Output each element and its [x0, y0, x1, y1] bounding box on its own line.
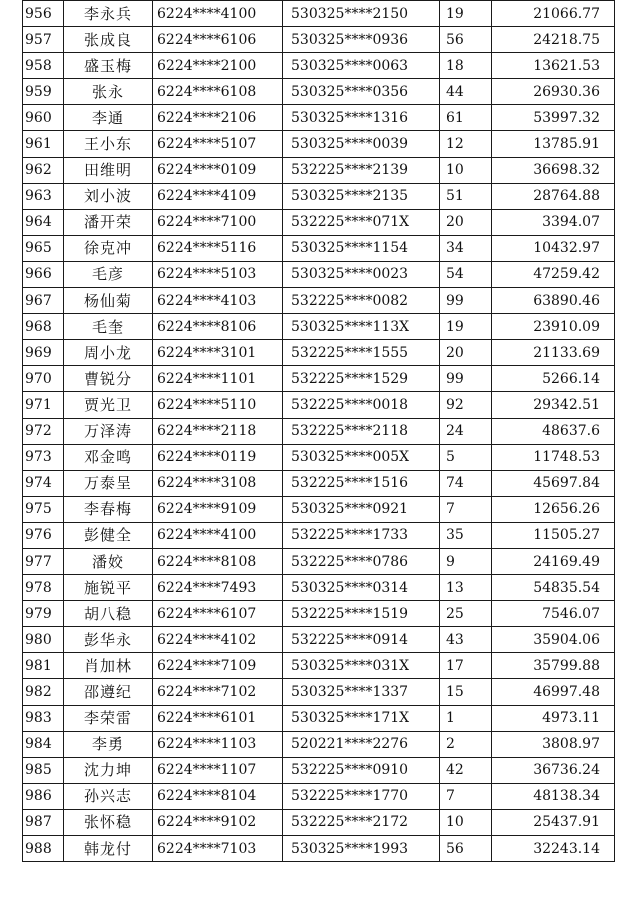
amount-cell: 48138.34: [492, 783, 615, 809]
id-number-cell: 530325****005X: [283, 444, 440, 470]
count-cell: 92: [440, 392, 492, 418]
id-number-cell: 520221****2276: [283, 731, 440, 757]
bank-card-cell: 6224****7100: [153, 209, 283, 235]
id-number-cell: 532225****2139: [283, 157, 440, 183]
bank-card-cell: 6224****2106: [153, 105, 283, 131]
row-number: 981: [23, 653, 64, 679]
id-number-cell: 530325****0039: [283, 131, 440, 157]
amount-cell: 45697.84: [492, 470, 615, 496]
table-row: [23, 105, 615, 131]
amount-cell: 35904.06: [492, 627, 615, 653]
amount-cell: 21133.69: [492, 340, 615, 366]
amount-cell: 26930.36: [492, 79, 615, 105]
table-row: [23, 209, 615, 235]
amount-cell: 3808.97: [492, 731, 615, 757]
bank-card-cell: 6224****8104: [153, 783, 283, 809]
table-row: [23, 836, 615, 862]
row-number: 968: [23, 314, 64, 340]
id-number-cell: 532225****1733: [283, 522, 440, 548]
count-cell: 10: [440, 157, 492, 183]
bank-card-cell: 6224****6101: [153, 705, 283, 731]
id-number-cell: 530325****2150: [283, 1, 440, 27]
bank-card-cell: 6224****5116: [153, 235, 283, 261]
row-number: 977: [23, 548, 64, 574]
table-row: [23, 470, 615, 496]
bank-card-cell: 6224****8108: [153, 548, 283, 574]
count-cell: 99: [440, 288, 492, 314]
row-number: 966: [23, 261, 64, 287]
name-cell: 张成良: [64, 27, 153, 53]
id-number-cell: 530325****0063: [283, 53, 440, 79]
count-cell: 20: [440, 340, 492, 366]
table-row: [23, 653, 615, 679]
table-row: [23, 496, 615, 522]
id-number-cell: 532225****1529: [283, 366, 440, 392]
row-number: 957: [23, 27, 64, 53]
amount-cell: 3394.07: [492, 209, 615, 235]
id-number-cell: 530325****0936: [283, 27, 440, 53]
amount-cell: 29342.51: [492, 392, 615, 418]
count-cell: 61: [440, 105, 492, 131]
table-row: [23, 392, 615, 418]
table-row: [23, 131, 615, 157]
table-row: [23, 809, 615, 835]
row-number: 986: [23, 783, 64, 809]
row-number: 967: [23, 288, 64, 314]
bank-card-cell: 6224****5110: [153, 392, 283, 418]
row-number: 969: [23, 340, 64, 366]
id-number-cell: 532225****1770: [283, 783, 440, 809]
count-cell: 18: [440, 53, 492, 79]
id-number-cell: 530325****0023: [283, 261, 440, 287]
document-page: [22, 0, 614, 862]
name-cell: 王小东: [64, 131, 153, 157]
row-number: 974: [23, 470, 64, 496]
table-row: [23, 53, 615, 79]
count-cell: 9: [440, 548, 492, 574]
id-number-cell: 530325****1316: [283, 105, 440, 131]
id-number-cell: 532225****0914: [283, 627, 440, 653]
id-number-cell: 532225****0082: [283, 288, 440, 314]
name-cell: 施锐平: [64, 575, 153, 601]
count-cell: 56: [440, 27, 492, 53]
count-cell: 25: [440, 601, 492, 627]
amount-cell: 23910.09: [492, 314, 615, 340]
table-row: [23, 366, 615, 392]
table-row: [23, 183, 615, 209]
name-cell: 肖加林: [64, 653, 153, 679]
bank-card-cell: 6224****2100: [153, 53, 283, 79]
row-number: 971: [23, 392, 64, 418]
table-row: [23, 522, 615, 548]
bank-card-cell: 6224****9109: [153, 496, 283, 522]
name-cell: 李通: [64, 105, 153, 131]
table-row: [23, 757, 615, 783]
amount-cell: 54835.54: [492, 575, 615, 601]
table-row: [23, 627, 615, 653]
count-cell: 7: [440, 496, 492, 522]
name-cell: 李春梅: [64, 496, 153, 522]
bank-card-cell: 6224****6107: [153, 601, 283, 627]
row-number: 965: [23, 235, 64, 261]
id-number-cell: 532225****2118: [283, 418, 440, 444]
row-number: 956: [23, 1, 64, 27]
count-cell: 13: [440, 575, 492, 601]
name-cell: 韩龙付: [64, 836, 153, 862]
amount-cell: 36736.24: [492, 757, 615, 783]
row-number: 959: [23, 79, 64, 105]
bank-card-cell: 6224****1107: [153, 757, 283, 783]
name-cell: 李勇: [64, 731, 153, 757]
count-cell: 24: [440, 418, 492, 444]
name-cell: 彭健全: [64, 522, 153, 548]
name-cell: 邵遵纪: [64, 679, 153, 705]
amount-cell: 63890.46: [492, 288, 615, 314]
amount-cell: 7546.07: [492, 601, 615, 627]
row-number: 978: [23, 575, 64, 601]
bank-card-cell: 6224****7109: [153, 653, 283, 679]
table-row: [23, 418, 615, 444]
name-cell: 孙兴志: [64, 783, 153, 809]
amount-cell: 35799.88: [492, 653, 615, 679]
id-number-cell: 532225****1516: [283, 470, 440, 496]
table-row: [23, 340, 615, 366]
row-number: 987: [23, 809, 64, 835]
id-number-cell: 530325****0314: [283, 575, 440, 601]
id-number-cell: 532225****071X: [283, 209, 440, 235]
row-number: 961: [23, 131, 64, 157]
name-cell: 张怀稳: [64, 809, 153, 835]
table-row: [23, 235, 615, 261]
id-number-cell: 530325****2135: [283, 183, 440, 209]
row-number: 962: [23, 157, 64, 183]
table-row: [23, 79, 615, 105]
amount-cell: 24169.49: [492, 548, 615, 574]
bank-card-cell: 6224****0109: [153, 157, 283, 183]
name-cell: 邓金鸣: [64, 444, 153, 470]
id-number-cell: 530325****171X: [283, 705, 440, 731]
count-cell: 7: [440, 783, 492, 809]
id-number-cell: 532225****2172: [283, 809, 440, 835]
amount-cell: 12656.26: [492, 496, 615, 522]
name-cell: 彭华永: [64, 627, 153, 653]
count-cell: 5: [440, 444, 492, 470]
row-number: 983: [23, 705, 64, 731]
bank-card-cell: 6224****7103: [153, 836, 283, 862]
bank-card-cell: 6224****4102: [153, 627, 283, 653]
id-number-cell: 530325****113X: [283, 314, 440, 340]
amount-cell: 11748.53: [492, 444, 615, 470]
table-row: [23, 1, 615, 27]
bank-card-cell: 6224****9102: [153, 809, 283, 835]
row-number: 985: [23, 757, 64, 783]
name-cell: 徐克冲: [64, 235, 153, 261]
bank-card-cell: 6224****5103: [153, 261, 283, 287]
id-number-cell: 532225****1555: [283, 340, 440, 366]
count-cell: 15: [440, 679, 492, 705]
row-number: 984: [23, 731, 64, 757]
amount-cell: 24218.75: [492, 27, 615, 53]
row-number: 975: [23, 496, 64, 522]
name-cell: 张永: [64, 79, 153, 105]
name-cell: 李荣雷: [64, 705, 153, 731]
roster-table: [22, 0, 615, 862]
row-number: 963: [23, 183, 64, 209]
id-number-cell: 530325****0356: [283, 79, 440, 105]
row-number: 958: [23, 53, 64, 79]
bank-card-cell: 6224****2118: [153, 418, 283, 444]
table-row: [23, 444, 615, 470]
bank-card-cell: 6224****3108: [153, 470, 283, 496]
bank-card-cell: 6224****6108: [153, 79, 283, 105]
amount-cell: 25437.91: [492, 809, 615, 835]
count-cell: 56: [440, 836, 492, 862]
count-cell: 19: [440, 314, 492, 340]
row-number: 960: [23, 105, 64, 131]
table-row: [23, 705, 615, 731]
name-cell: 万泽涛: [64, 418, 153, 444]
table-row: [23, 261, 615, 287]
count-cell: 74: [440, 470, 492, 496]
row-number: 964: [23, 209, 64, 235]
row-number: 979: [23, 601, 64, 627]
bank-card-cell: 6224****4103: [153, 288, 283, 314]
count-cell: 54: [440, 261, 492, 287]
name-cell: 毛彦: [64, 261, 153, 287]
name-cell: 刘小波: [64, 183, 153, 209]
bank-card-cell: 6224****4109: [153, 183, 283, 209]
count-cell: 43: [440, 627, 492, 653]
bank-card-cell: 6224****3101: [153, 340, 283, 366]
row-number: 972: [23, 418, 64, 444]
bank-card-cell: 6224****0119: [153, 444, 283, 470]
bank-card-cell: 6224****1103: [153, 731, 283, 757]
amount-cell: 47259.42: [492, 261, 615, 287]
id-number-cell: 532225****0910: [283, 757, 440, 783]
name-cell: 贾光卫: [64, 392, 153, 418]
count-cell: 2: [440, 731, 492, 757]
name-cell: 潘姣: [64, 548, 153, 574]
id-number-cell: 530325****1993: [283, 836, 440, 862]
bank-card-cell: 6224****7493: [153, 575, 283, 601]
bank-card-cell: 6224****4100: [153, 522, 283, 548]
name-cell: 盛玉梅: [64, 53, 153, 79]
amount-cell: 46997.48: [492, 679, 615, 705]
count-cell: 35: [440, 522, 492, 548]
bank-card-cell: 6224****4100: [153, 1, 283, 27]
count-cell: 17: [440, 653, 492, 679]
count-cell: 51: [440, 183, 492, 209]
row-number: 982: [23, 679, 64, 705]
id-number-cell: 530325****1337: [283, 679, 440, 705]
table-row: [23, 783, 615, 809]
amount-cell: 53997.32: [492, 105, 615, 131]
bank-card-cell: 6224****1101: [153, 366, 283, 392]
id-number-cell: 530325****1154: [283, 235, 440, 261]
count-cell: 34: [440, 235, 492, 261]
table-row: [23, 731, 615, 757]
row-number: 970: [23, 366, 64, 392]
count-cell: 12: [440, 131, 492, 157]
id-number-cell: 530325****031X: [283, 653, 440, 679]
roster-table-body: [23, 1, 615, 862]
id-number-cell: 532225****1519: [283, 601, 440, 627]
name-cell: 万泰呈: [64, 470, 153, 496]
amount-cell: 5266.14: [492, 366, 615, 392]
id-number-cell: 530325****0921: [283, 496, 440, 522]
name-cell: 李永兵: [64, 1, 153, 27]
table-row: [23, 288, 615, 314]
table-row: [23, 548, 615, 574]
bank-card-cell: 6224****8106: [153, 314, 283, 340]
row-number: 976: [23, 522, 64, 548]
amount-cell: 21066.77: [492, 1, 615, 27]
count-cell: 99: [440, 366, 492, 392]
id-number-cell: 532225****0018: [283, 392, 440, 418]
amount-cell: 10432.97: [492, 235, 615, 261]
count-cell: 20: [440, 209, 492, 235]
table-row: [23, 157, 615, 183]
table-row: [23, 314, 615, 340]
table-row: [23, 601, 615, 627]
name-cell: 田维明: [64, 157, 153, 183]
name-cell: 沈力坤: [64, 757, 153, 783]
table-row: [23, 27, 615, 53]
count-cell: 19: [440, 1, 492, 27]
amount-cell: 36698.32: [492, 157, 615, 183]
row-number: 980: [23, 627, 64, 653]
count-cell: 44: [440, 79, 492, 105]
amount-cell: 32243.14: [492, 836, 615, 862]
table-row: [23, 575, 615, 601]
row-number: 973: [23, 444, 64, 470]
bank-card-cell: 6224****7102: [153, 679, 283, 705]
amount-cell: 11505.27: [492, 522, 615, 548]
amount-cell: 13621.53: [492, 53, 615, 79]
name-cell: 潘开荣: [64, 209, 153, 235]
amount-cell: 48637.6: [492, 418, 615, 444]
count-cell: 1: [440, 705, 492, 731]
bank-card-cell: 6224****5107: [153, 131, 283, 157]
table-row: [23, 679, 615, 705]
row-number: 988: [23, 836, 64, 862]
name-cell: 杨仙菊: [64, 288, 153, 314]
count-cell: 10: [440, 809, 492, 835]
name-cell: 周小龙: [64, 340, 153, 366]
name-cell: 胡八稳: [64, 601, 153, 627]
amount-cell: 4973.11: [492, 705, 615, 731]
name-cell: 毛奎: [64, 314, 153, 340]
bank-card-cell: 6224****6106: [153, 27, 283, 53]
amount-cell: 28764.88: [492, 183, 615, 209]
count-cell: 42: [440, 757, 492, 783]
amount-cell: 13785.91: [492, 131, 615, 157]
name-cell: 曹锐分: [64, 366, 153, 392]
id-number-cell: 532225****0786: [283, 548, 440, 574]
